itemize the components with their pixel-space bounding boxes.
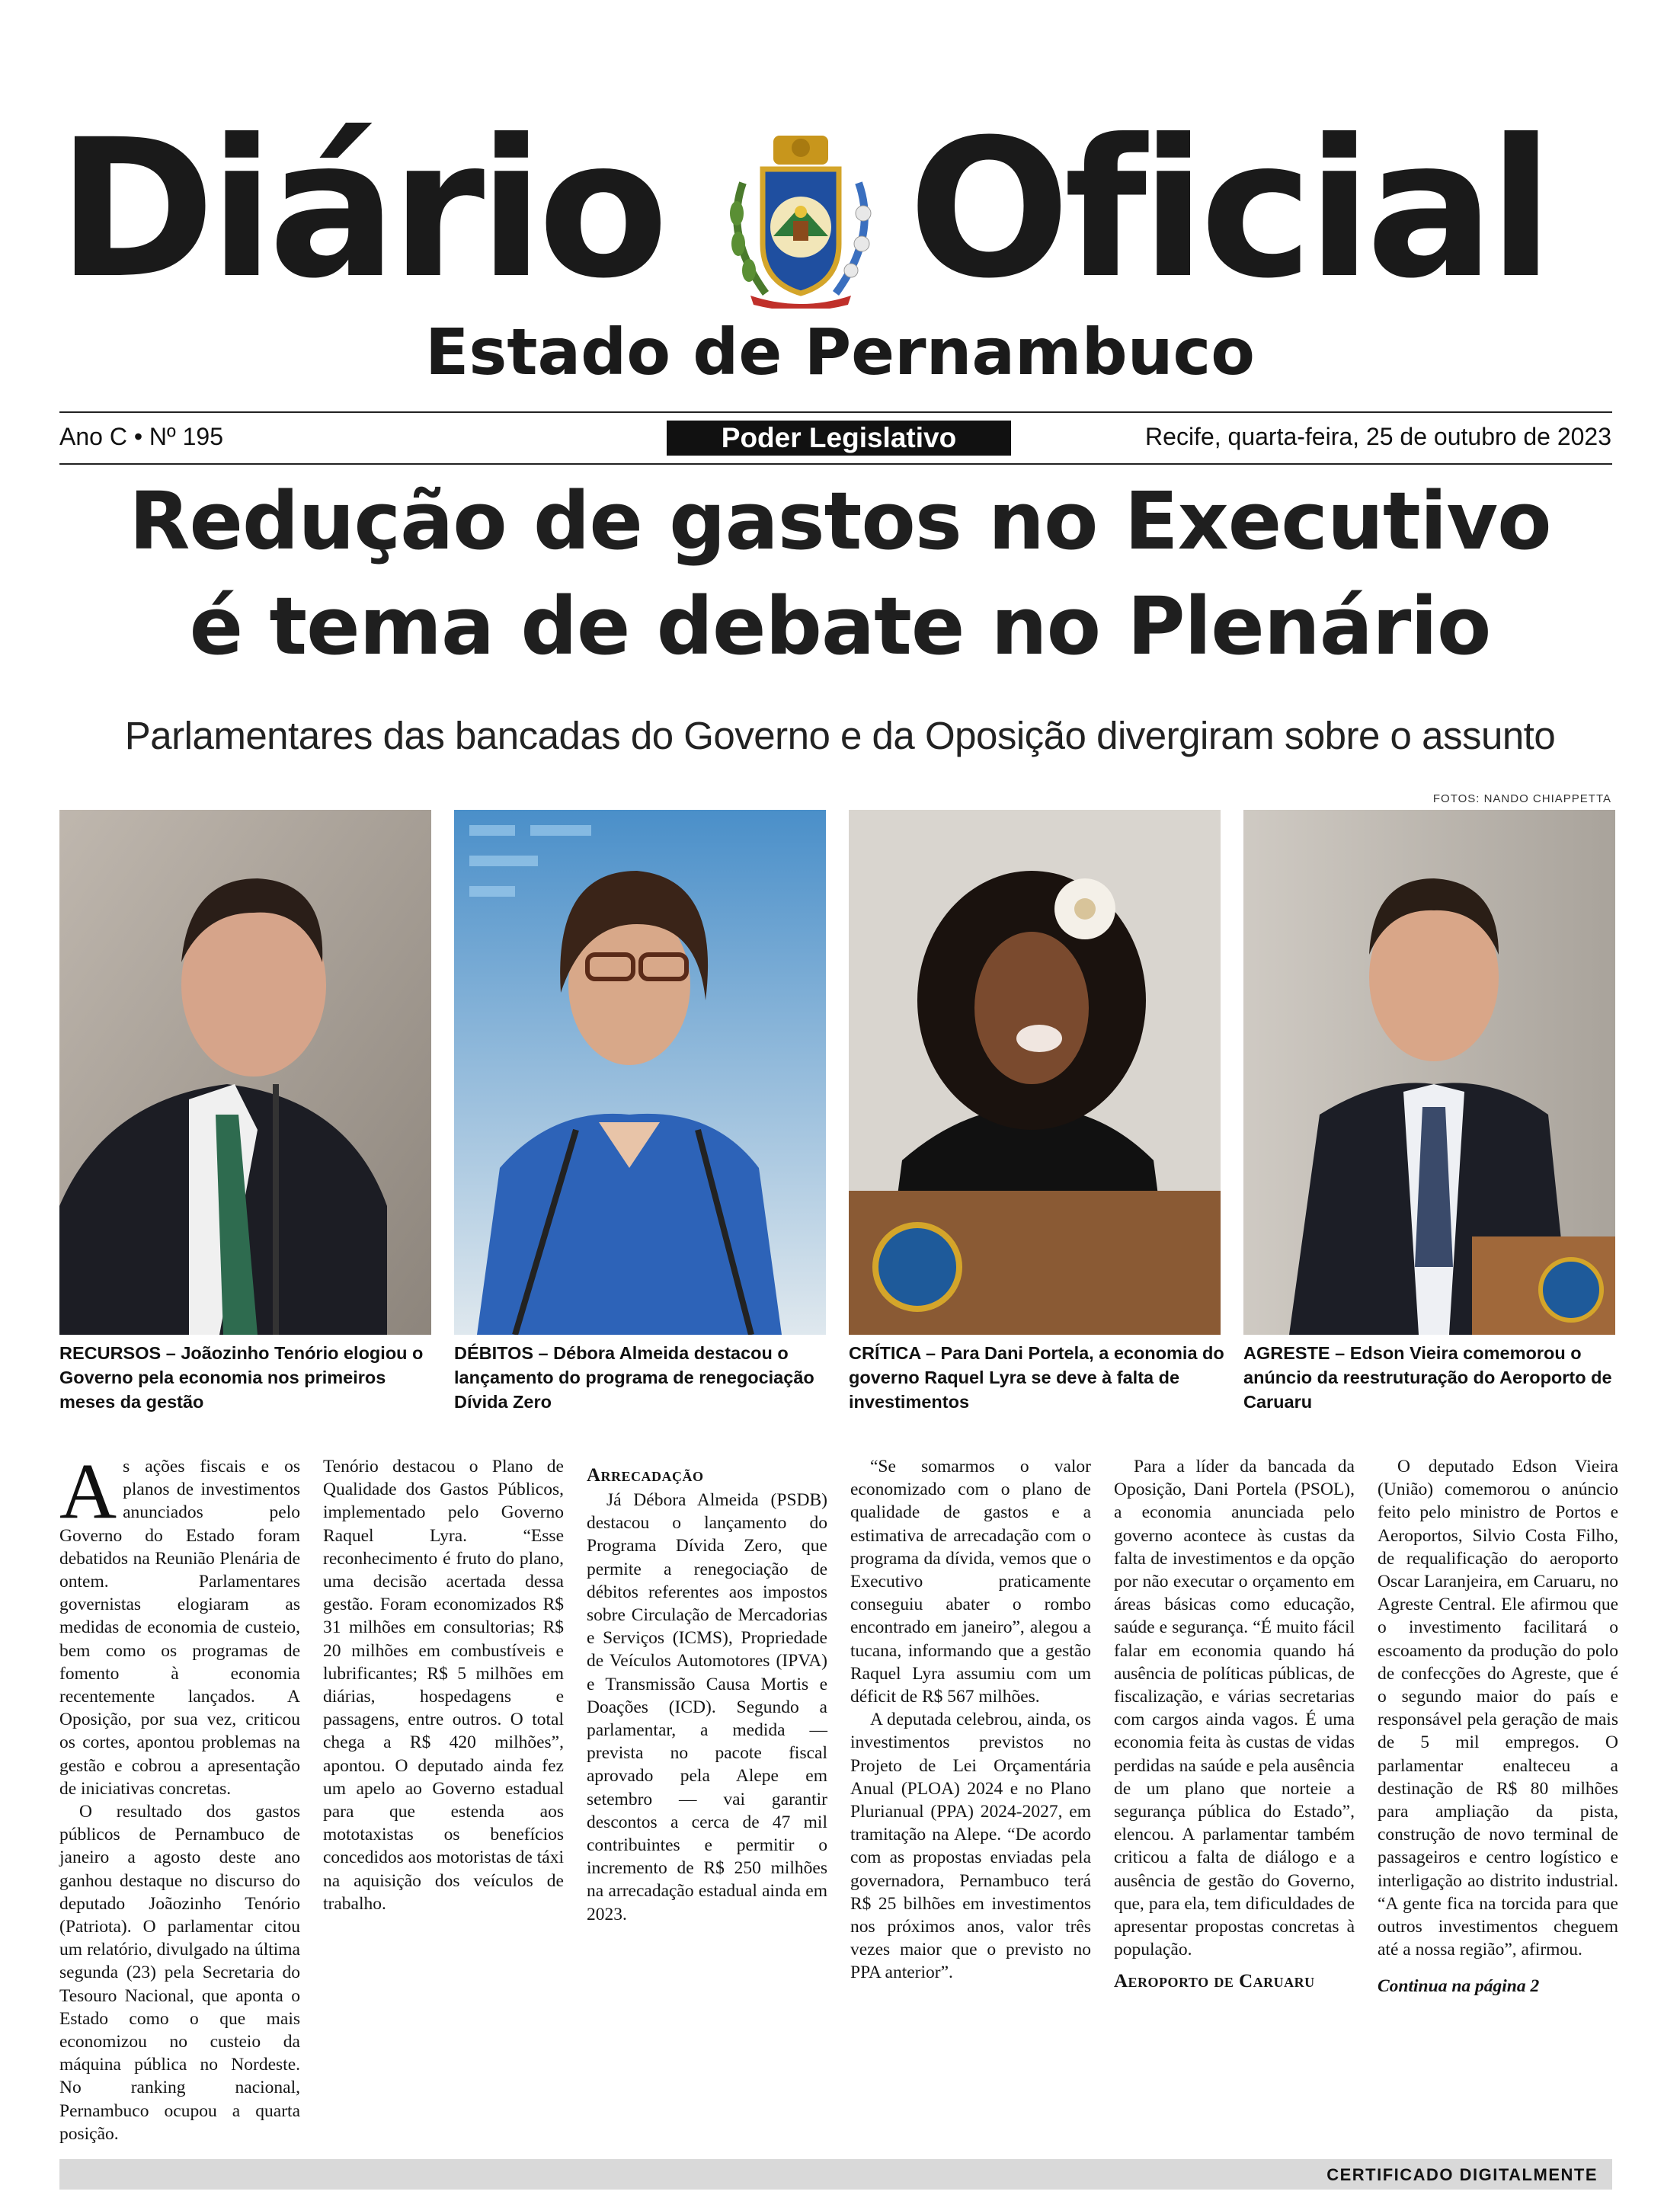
article-column-4 [850, 1455, 1091, 1985]
photo-joaozinho-tenorio [59, 810, 431, 1335]
subhead-aeroporto-caruaru: Aeroporto de Caruaru [1114, 1971, 1315, 1992]
masthead-title-right: Oficial [908, 98, 1548, 320]
continued-link[interactable]: Continua na página 2 [1378, 1976, 1540, 1997]
masthead-title-left: Diário [57, 98, 663, 320]
dropcap: A [59, 1448, 117, 1535]
caption-dani-portela: CRÍTICA – Para Dani Portela, a economia do governo Raquel Lyra se deve à falta de investimentos [849, 1343, 1224, 1412]
headline-line-1: Redução de gastos no Executivo [129, 475, 1551, 568]
article-paragraph-3: Tenório destacou o Plano de Qualidade dos Gastos Públicos, implementado pelo Governo Raquel Lyra. “Esse reconhecimento é fruto do plano, uma decisão acertada dessa gestão. Foram economizados R$ 31 milhões em consultorias; R$ 20 milhões em combustíveis e lubrificantes; R$ 5 milhões em diárias, hospedagens e passagens, entre outros. O total chega a R$ 420 milhões”, apontou. O deputado ainda fez um apelo ao Governo estadual para que estenda aos mototaxistas os benefícios concedidos aos motoristas de táxi na aquisição dos veículos de trabalho. [323, 1457, 564, 1914]
branch-label: Poder Legislativo [667, 421, 1011, 456]
article-column-3 [587, 1455, 827, 1926]
caption-edson-vieira: AGRESTE – Edson Vieira comemorou o anúncio da reestruturação do Aeroporto de Caruaru [1243, 1343, 1612, 1412]
article-paragraph-4: Já Débora Almeida (PSDB) destacou o lançamento do Programa Dívida Zero, que permite a renegociação de débitos referentes aos impostos sobre Circulação de Mercadorias e Serviços (ICMS), Propriedade de Veículos Automotores (IPVA) e Transmissão Causa Mortis e Doações (ICD). Segundo a parlamentar, a medida — prevista no pacote fiscal aprovado pela Alepe em setembro — vai garantir descontos a cerca de 47 mil contribuintes e permitir o incremento de R$ 250 milhões na arrecadação estadual ainda em 2023. [587, 1490, 827, 1924]
photo-credit: FOTOS: NANDO CHIAPPETTA [1432, 792, 1611, 805]
photo-dani-portela [849, 810, 1221, 1335]
masthead-rule-bottom [59, 463, 1612, 465]
article-column-6 [1378, 1455, 1618, 1998]
subhead-arrecadacao: Arrecadação [587, 1465, 704, 1486]
article-column-5 [1114, 1455, 1355, 1995]
caption-debora-almeida: DÉBITOS – Débora Almeida destacou o lançamento do programa de renegociação Dívida Zero [454, 1343, 814, 1412]
photo-debora-almeida [454, 810, 826, 1335]
caption-joaozinho-tenorio: RECURSOS – Joãozinho Tenório elogiou o Governo pela economia nos primeiros meses da gestão [59, 1343, 424, 1412]
state-coat-of-arms-icon [720, 130, 882, 309]
article-column-2 [323, 1455, 564, 1915]
article-paragraph-1: s ações fiscais e os planos de investimentos anunciados pelo Governo do Estado foram debatidos na Reunião Plenária de ontem. Parlamentares governistas elogiaram as medidas de economia de custeio, bem como os programas de fomento à economia recentemente lançados. A Oposição, por sua vez, criticou os cortes, apontou problemas na gestão e cobrou a apresentação de iniciativas concretas. [59, 1457, 300, 1799]
article-paragraph-6: A deputada celebrou, ainda, os investimentos previstos no Projeto de Lei Orçamentária Anual (PLOA) 2024 e no Plano Plurianual (PPA) 2024-2027, em tramitação na Alepe. “De acordo com as propostas enviadas pela governadora, Pernambuco terá R$ 25 bilhões em investimentos nos próximos anos, valor três vezes maior que o previsto no PPA anterior”. [850, 1710, 1091, 1983]
issue-number: Ano C • Nº 195 [59, 423, 223, 450]
headline-dek: Parlamentares das bancadas do Governo e da Oposição divergiram sobre o assunto [124, 714, 1556, 757]
article-column-1 [59, 1448, 300, 2145]
article-paragraph-8: O deputado Edson Vieira (União) comemorou o anúncio feito pelo ministro de Portos e Aeroportos, Silvio Costa Filho, de requalificação do aeroporto Oscar Laranjeira, em Caruaru, no Agreste Central. Ele afirmou que o investimento facilitará o escoamento da produção do polo de confecções do Agreste, que é o segundo maior do país e responsável pela geração de mais de 5 mil empregos. O parlamentar enalteceu a destinação de R$ 80 milhões para ampliação da pista, construção de novo terminal de passageiros e centro logístico e interligação ao distrito industrial. “A gente fica na torcida para que outros investimentos cheguem até a nossa região”, afirmou. [1378, 1457, 1618, 1960]
masthead-state: Estado de Pernambuco [424, 315, 1256, 389]
masthead-rule-top [59, 411, 1612, 413]
article-paragraph-5: “Se somarmos o valor economizado com o plano de qualidade de gastos e a estimativa de arrecadação com o programa da dívida, vemos que o Executivo praticamente conseguiu abater o rombo encontrado em janeiro”, alegou a tucana, informando que a gestão Raquel Lyra assumiu com um déficit de R$ 567 milhões. [850, 1457, 1091, 1707]
headline-line-2: é tema de debate no Plenário [189, 580, 1491, 673]
article-paragraph-2: O resultado dos gastos públicos de Pernambuco de janeiro a agosto deste ano ganhou destaque no discurso do deputado Joãozinho Tenório (Patriota). O parlamentar citou um relatório, divulgado na última segunda (23) pela Secretaria do Tesouro Nacional, que aponta o Estado como o que mais economizou no custeio da máquina pública no Nordeste. No ranking nacional, Pernambuco ocupou a quarta posição. [59, 1802, 300, 2144]
digital-certification-label: CERTIFICADO DIGITALMENTE [1326, 2165, 1598, 2184]
photo-edson-vieira [1243, 810, 1615, 1335]
article-paragraph-7: Para a líder da bancada da Oposição, Dani Portela (PSOL), a economia anunciada pelo governo acontece às custas da falta de investimentos e da opção por não executar o orçamento em áreas básicas como educação, saúde e segurança. “É muito fácil falar em economia quando há ausência de políticas públicas, de fiscalização, e várias secretarias com cargos ainda vagos. É uma economia feita às custas de vidas perdidas na saúde e pela ausência de um plano que norteie a segurança pública do Estado”, elencou. A parlamentar também criticou a falta de diálogo e a ausência de gestão do Governo, que, para ela, tem dificuldades de apresentar propostas concretas à população. [1114, 1457, 1355, 1960]
dateline: Recife, quarta-feira, 25 de outubro de 2023 [1145, 423, 1611, 450]
